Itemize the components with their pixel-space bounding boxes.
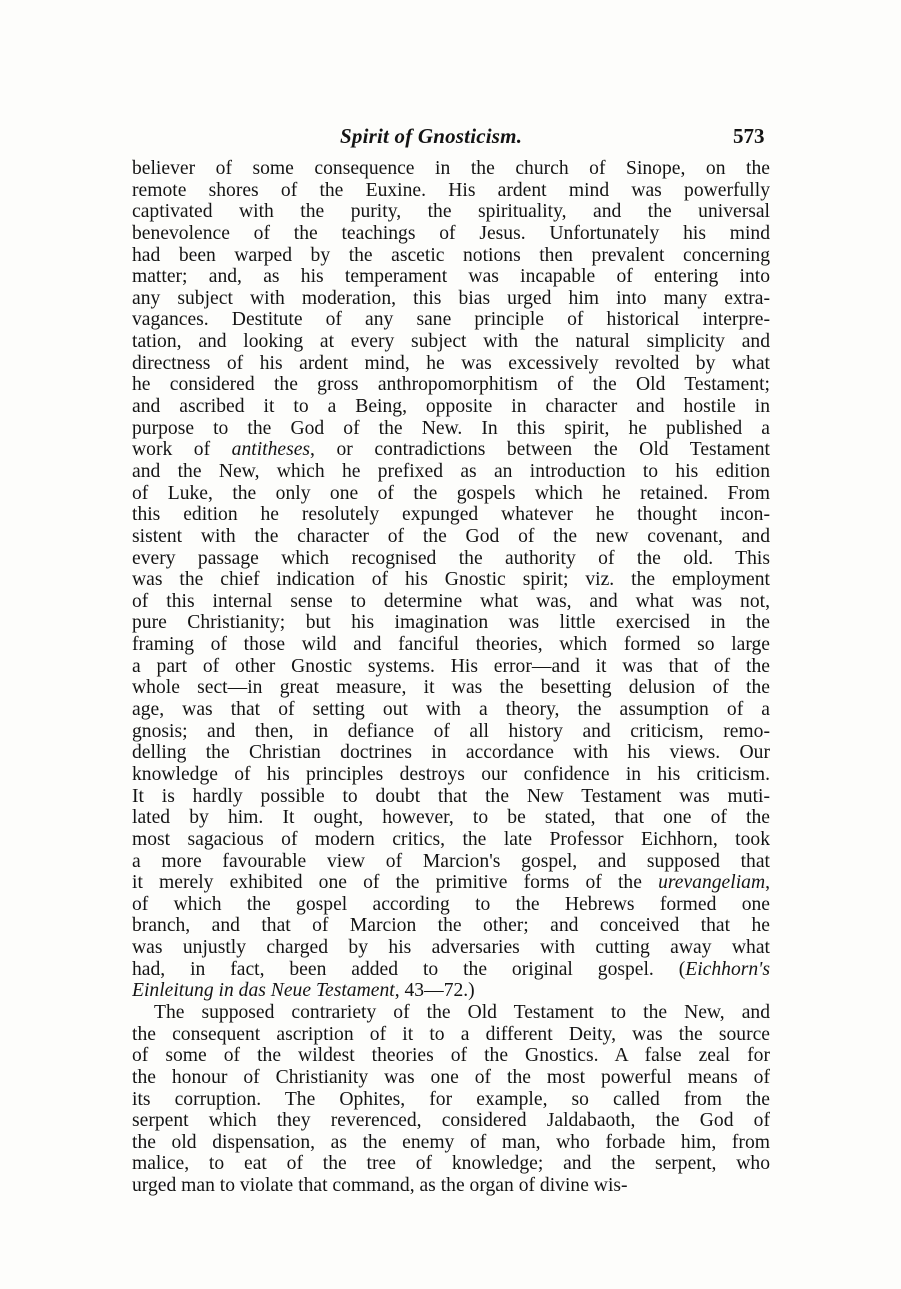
text-line: of some of the wildest theories of the Gnostics. A false zeal for bbox=[132, 1045, 770, 1067]
text-line: purpose to the God of the New. In this spirit, he published a bbox=[132, 417, 770, 439]
text-line: and ascribed it to a Being, opposite in character and hostile in bbox=[132, 396, 770, 418]
text-line: serpent which they reverenced, considered Jaldabaoth, the God of bbox=[132, 1110, 770, 1132]
text-line: this edition he resolutely expunged whatever he thought incon- bbox=[132, 504, 770, 526]
text-line: remote shores of the Euxine. His ardent mind was powerfully bbox=[132, 179, 770, 201]
text-line: The supposed contrariety of the Old Testament to the New, and bbox=[154, 1001, 770, 1023]
text-line: and the New, which he prefixed as an introduction to his edition bbox=[132, 460, 770, 482]
text-line: any subject with moderation, this bias urged him into many extra- bbox=[132, 287, 770, 309]
text-line: pure Christianity; but his imagination was little exercised in the bbox=[132, 612, 770, 634]
text-line: the honour of Christianity was one of the most powerful means of bbox=[132, 1066, 770, 1088]
text-line: knowledge of his principles destroys our confidence in his criticism. bbox=[132, 763, 770, 785]
page-number: 573 bbox=[733, 124, 765, 148]
running-title: Spirit of Gnosticism. bbox=[340, 124, 523, 148]
text-line: a part of other Gnostic systems. His error—and it was that of the bbox=[132, 655, 770, 677]
text-line: was the chief indication of his Gnostic spirit; viz. the employment bbox=[132, 569, 770, 591]
text-line: a more favourable view of Marcion's gospel, and supposed that bbox=[132, 850, 770, 872]
text-line: malice, to eat of the tree of knowledge; and the serpent, who bbox=[132, 1153, 770, 1175]
text-line: urged man to violate that command, as the organ of divine wis- bbox=[132, 1175, 628, 1197]
text-line: every passage which recognised the authority of the old. This bbox=[132, 547, 770, 569]
running-head bbox=[0, 124, 901, 154]
text-line: sistent with the character of the God of the new covenant, and bbox=[132, 525, 770, 547]
text-line: work of antitheses, or contradictions between the Old Testament bbox=[132, 439, 770, 461]
paragraph bbox=[132, 1002, 770, 1197]
text-line: delling the Christian doctrines in accordance with his views. Our bbox=[132, 742, 770, 764]
text-line: branch, and that of Marcion the other; and conceived that he bbox=[132, 915, 770, 937]
text-line: age, was that of setting out with a theory, the assumption of a bbox=[132, 699, 770, 721]
text-line: directness of his ardent mind, he was excessively revolted by what bbox=[132, 352, 770, 374]
text-line: had, in fact, been added to the original gospel. (Eichhorn's bbox=[132, 958, 770, 980]
text-line: captivated with the purity, the spirituality, and the universal bbox=[132, 201, 770, 223]
text-line: benevolence of the teachings of Jesus. Unfortunately his mind bbox=[132, 222, 770, 244]
text-line: matter; and, as his temperament was incapable of entering into bbox=[132, 266, 770, 288]
text-line: of which the gospel according to the Hebrews formed one bbox=[132, 893, 770, 915]
text-line: lated by him. It ought, however, to be stated, that one of the bbox=[132, 807, 770, 829]
text-line: vagances. Destitute of any sane principle of historical interpre- bbox=[132, 309, 770, 331]
text-line: its corruption. The Ophites, for example, so called from the bbox=[132, 1088, 770, 1110]
text-line: was unjustly charged by his adversaries with cutting away what bbox=[132, 937, 770, 959]
text-line: it merely exhibited one of the primitive forms of the urevangeliam, bbox=[132, 872, 770, 894]
text-line: of Luke, the only one of the gospels which he retained. From bbox=[132, 482, 770, 504]
text-line: had been warped by the ascetic notions then prevalent concerning bbox=[132, 244, 770, 266]
text-line: Einleitung in das Neue Testament, 43—72.) bbox=[132, 980, 475, 1002]
text-line: of this internal sense to determine what was, and what was not, bbox=[132, 590, 770, 612]
text-line: believer of some consequence in the church of Sinope, on the bbox=[132, 158, 770, 179]
text-line: most sagacious of modern critics, the late Professor Eichhorn, took bbox=[132, 828, 770, 850]
text-line: gnosis; and then, in defiance of all history and criticism, remo- bbox=[132, 720, 770, 742]
text-line: tation, and looking at every subject with the natural simplicity and bbox=[132, 331, 770, 353]
text-line: the consequent ascription of it to a different Deity, was the source bbox=[132, 1023, 770, 1045]
body-text bbox=[132, 158, 770, 1197]
text-line: framing of those wild and fanciful theories, which formed so large bbox=[132, 634, 770, 656]
paragraph bbox=[132, 158, 770, 1002]
text-line: It is hardly possible to doubt that the New Testament was muti- bbox=[132, 785, 770, 807]
text-line: whole sect—in great measure, it was the besetting delusion of the bbox=[132, 677, 770, 699]
text-line: the old dispensation, as the enemy of man, who forbade him, from bbox=[132, 1131, 770, 1153]
text-line: he considered the gross anthropomorphitism of the Old Testament; bbox=[132, 374, 770, 396]
